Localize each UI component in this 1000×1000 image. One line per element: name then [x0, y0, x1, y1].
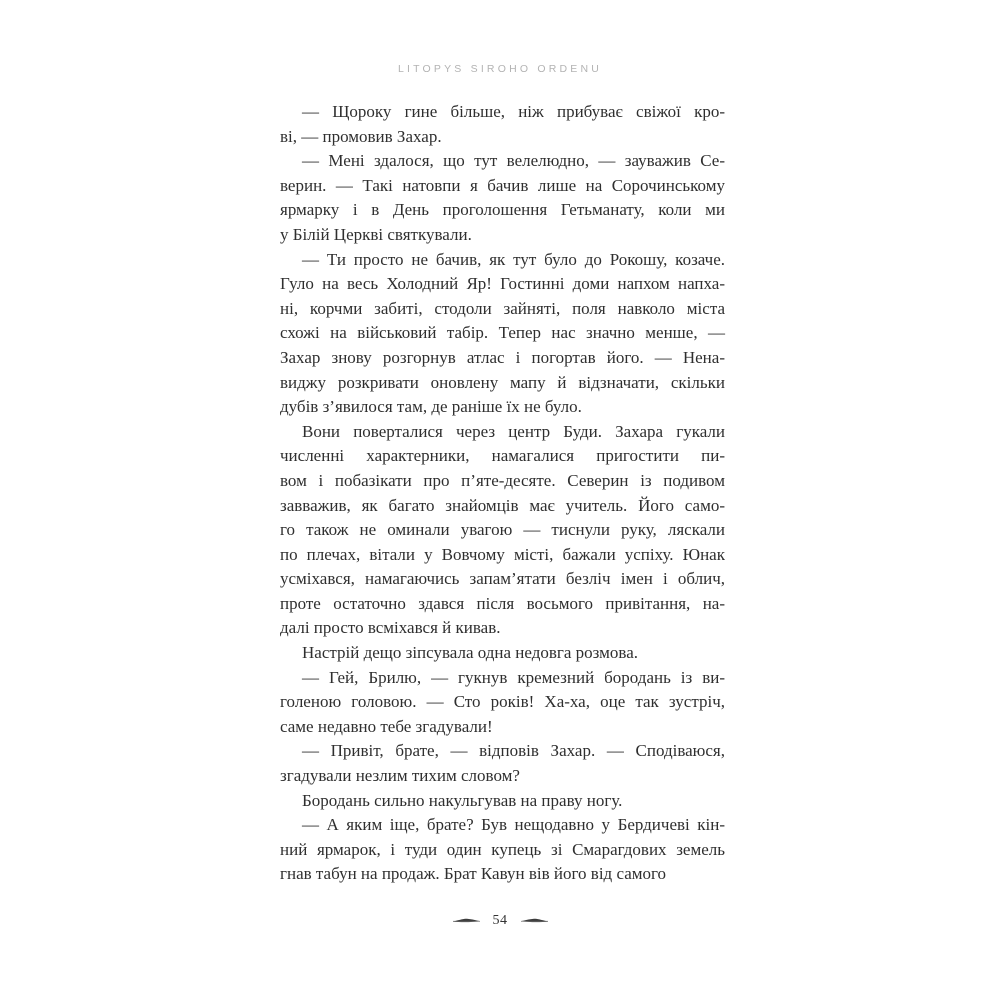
text-line: усміхався, намагаючись запам’ятати безліч імен і облич,: [280, 569, 725, 589]
text-line: схожі на військовий табір. Тепер нас значно менше, —: [280, 323, 725, 343]
text-line: саме недавно тебе згадували!: [280, 716, 493, 736]
paragraph: [280, 813, 725, 887]
text-line: ві, — промовив Захар.: [280, 126, 442, 146]
text-line: далі просто всміхався й кивав.: [280, 618, 501, 638]
paragraph: [280, 641, 725, 666]
text-line: ні, корчми забиті, стодоли зайняті, поля навколо міста: [280, 298, 725, 318]
text-line: у Білій Церкві святкували.: [280, 224, 472, 244]
text-line: — Мені здалося, що тут велелюдно, — зауважив Се-: [302, 151, 725, 171]
text-line: Бородань сильно накульгував на праву ногу.: [302, 790, 623, 810]
text-line: по плечах, вітали у Вовчому місті, бажали успіху. Юнак: [280, 544, 725, 564]
text-line: голеною головою. — Сто років! Ха-ха, оце так зустріч,: [280, 692, 725, 712]
page-footer: [0, 913, 1000, 929]
text-line: ярмарку і в День проголошення Гетьманату, коли ми: [280, 200, 725, 220]
running-title: LITOPYS SIROHO ORDENU: [397, 63, 603, 75]
paragraph: [280, 666, 725, 740]
text-line: згадували незлим тихим словом?: [280, 766, 520, 786]
left-ornament-icon: [453, 917, 480, 925]
text-line: гнав табун на продаж. Брат Кавун вів його від самого: [280, 864, 667, 884]
text-line: вом і побазікати про п’яте-десяте. Северин із подивом: [280, 470, 725, 490]
text-line: — Гей, Брилю, — гукнув кремезний бородань із ви-: [302, 667, 725, 687]
page-number: 54: [492, 913, 508, 928]
text-line: — А яким іще, брате? Був нещодавно у Бердичеві кін-: [302, 815, 725, 835]
text-line: дубів з’явилося там, де раніше їх не було.: [280, 397, 582, 417]
text-line: верин. — Такі натовпи я бачив лише на Сорочинському: [280, 175, 725, 195]
paragraph: [280, 739, 725, 788]
text-line: численні характерники, намагалися пригостити пи-: [280, 446, 725, 466]
text-line: Настрій дещо зіпсувала одна недовга розмова.: [302, 643, 638, 663]
paragraph: [280, 420, 725, 641]
paragraph: [280, 100, 725, 149]
paragraph: [280, 248, 725, 420]
paragraph: [280, 149, 725, 247]
running-header: [0, 59, 1000, 77]
text-line: — Ти просто не бачив, як тут було до Рокошу, козаче.: [302, 249, 725, 269]
text-line: виджу розкривати оновлену мапу й відзначати, скільки: [280, 372, 725, 392]
text-line: проте остаточно здався після восьмого привітання, на-: [280, 593, 725, 613]
text-line: Вони поверталися через центр Буди. Захара гукали: [302, 421, 725, 441]
text-line: — Щороку гине більше, ніж прибуває свіжої кро-: [302, 102, 725, 121]
right-ornament-icon: [521, 917, 548, 925]
text-line: завважив, як багато знайомців має учитель. Його само-: [280, 495, 725, 515]
paragraph: [280, 789, 725, 814]
page-text: [280, 100, 725, 887]
text-line: ний ярмарок, і туди один купець зі Смарагдових земель: [280, 839, 725, 859]
text-line: Гуло на весь Холодний Яр! Гостинні доми напхом напха-: [280, 274, 725, 294]
text-line: — Привіт, брате, — відповів Захар. — Сподіваюся,: [302, 741, 725, 761]
text-line: го також не оминали увагою — тиснули руку, ляскали: [280, 520, 725, 540]
text-line: Захар знову розгорнув атлас і погортав його. — Нена-: [280, 347, 725, 367]
